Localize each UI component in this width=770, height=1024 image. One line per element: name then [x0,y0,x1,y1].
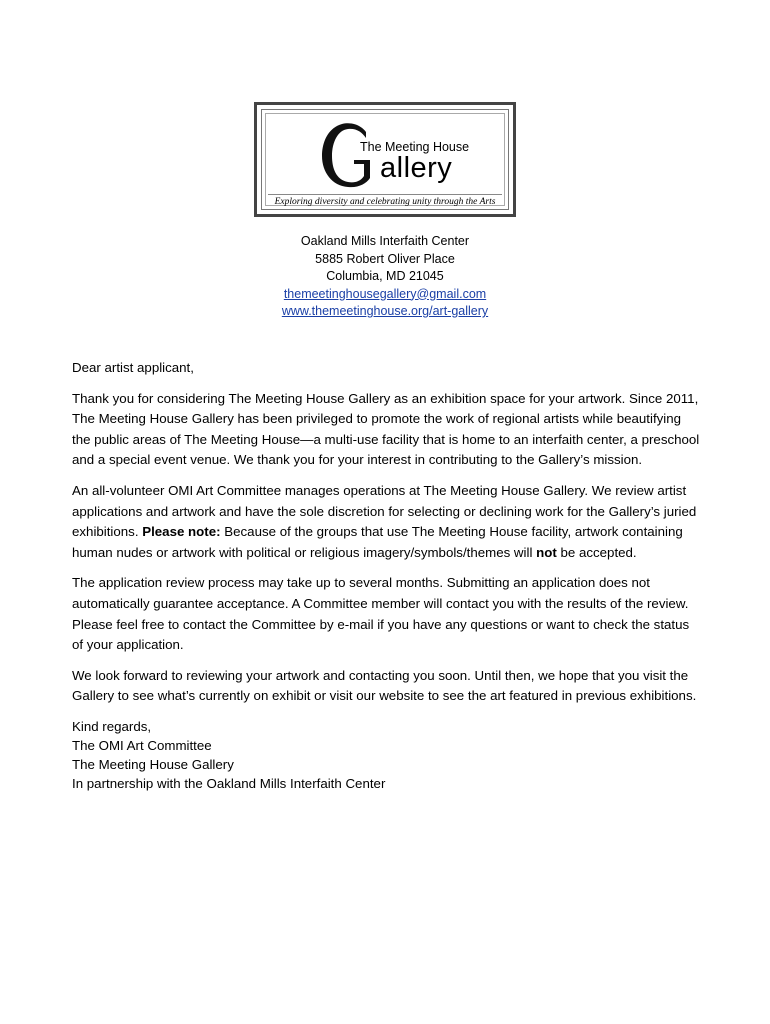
signature-line-3: In partnership with the Oakland Mills Interfaith Center [72,775,386,791]
signature-line-2: The Meeting House Gallery [72,756,234,772]
paragraph-3: The application review process may take up to several months. Submitting an application does not automatically guarantee acceptance. A Committee member will contact you with the results of the review. Please feel free to contact the Committee by e-mail if you have any questions or want to check the status of your application. [72,575,690,653]
logo-title-line: The Meeting House [360,140,470,154]
letter-body [72,358,700,793]
logo-tagline: Exploring diversity and celebrating unity through the Arts [274,197,496,207]
paragraph-1: Thank you for considering The Meeting House Gallery as an exhibition space for your artwork. Since 2011, The Meeting House Gallery has been privileged to promote the work of regional artists while beautifying the public areas of The Meeting House—a multi-use facility that is home to an interfaith center, a preschool and a special event venue. We thank you for your interest in contributing to the Gallery’s mission. [72,390,700,468]
website-link[interactable]: www.themeetinghouse.org/art-gallery [281,304,489,318]
address-city: Columbia, MD 21045 [326,269,444,283]
logo-frame [261,109,509,210]
not-emphasis: not [536,544,557,560]
email-link[interactable]: themeetinghousegallery@gmail.com [283,286,487,301]
paragraph-2-part-c: be accepted. [556,544,637,560]
logo-divider [268,194,502,195]
please-note-label: Please note: [142,524,221,540]
paragraph-2-part-b: Because of the groups that use The Meeting House facility, artwork containing human nudes or artwork with political or religious imagery/symbols/themes will [72,524,683,560]
closing-line: Kind regards, [72,718,152,734]
paragraph-2-part-a: An all-volunteer OMI Art Committee manages operations at The Meeting House Gallery. We review artist applications and artwork and have the sole discretion for selecting or declining work for the Gallery’s juried exhibitions. [72,482,697,540]
address-block [0,233,770,321]
signature-line-1: The OMI Art Committee [72,737,212,753]
address-street: 5885 Robert Oliver Place [315,251,455,266]
paragraph-4: We look forward to reviewing your artwork and contacting you soon. Until then, we hope that you visit the Gallery to see what’s currently on exhibit or visit our website to see the art featured in previous exhibitions. [72,667,697,704]
gallery-g-letter-logo-icon [320,120,382,190]
logo-gallery-word: allery [380,152,453,184]
salutation: Dear artist applicant, [72,360,194,375]
address-name: Oakland Mills Interfaith Center [300,234,470,248]
paragraph-2 [72,481,700,563]
closing-block [72,717,700,793]
gallery-logo [254,102,516,217]
